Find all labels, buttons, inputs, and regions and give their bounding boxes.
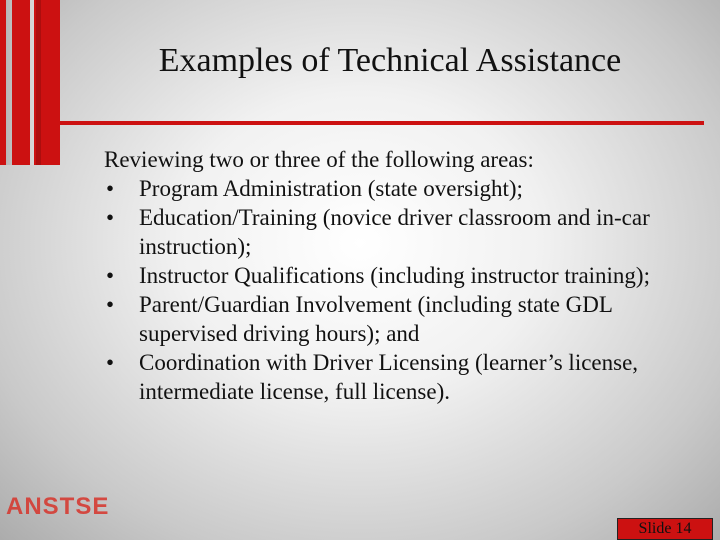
- bullet-list: [104, 174, 714, 406]
- bullet-text: Program Administration (state oversight);: [139, 176, 523, 201]
- red-inner-bar: [12, 0, 30, 165]
- bullet-text: Instructor Qualifications (including instructor training);: [139, 263, 650, 288]
- list-item: [104, 348, 714, 406]
- bullet-icon: •: [106, 176, 115, 201]
- bullet-icon: •: [106, 205, 115, 230]
- list-item: [104, 203, 714, 261]
- bullet-text: Parent/Guardian Involvement (including state GDL supervised driving hours); and: [139, 292, 613, 346]
- title-underline: [54, 121, 704, 125]
- bullet-icon: •: [106, 292, 115, 317]
- anstse-logo: ANSTSE: [6, 493, 110, 520]
- bullet-icon: •: [106, 263, 115, 288]
- list-item: [104, 290, 714, 348]
- slide-content: [104, 145, 714, 406]
- bullet-text: Coordination with Driver Licensing (learner’s license, intermediate license, full license).: [139, 350, 639, 404]
- list-item: [104, 261, 714, 290]
- bullet-text: Education/Training (novice driver classroom and in-car instruction);: [139, 205, 650, 259]
- slide-number-badge: Slide 14: [617, 518, 713, 540]
- bar-shadow: [36, 0, 41, 165]
- intro-text: Reviewing two or three of the following areas:: [104, 147, 534, 172]
- list-item: [104, 174, 714, 203]
- slide-title: Examples of Technical Assistance: [158, 42, 622, 79]
- bullet-icon: •: [106, 350, 115, 375]
